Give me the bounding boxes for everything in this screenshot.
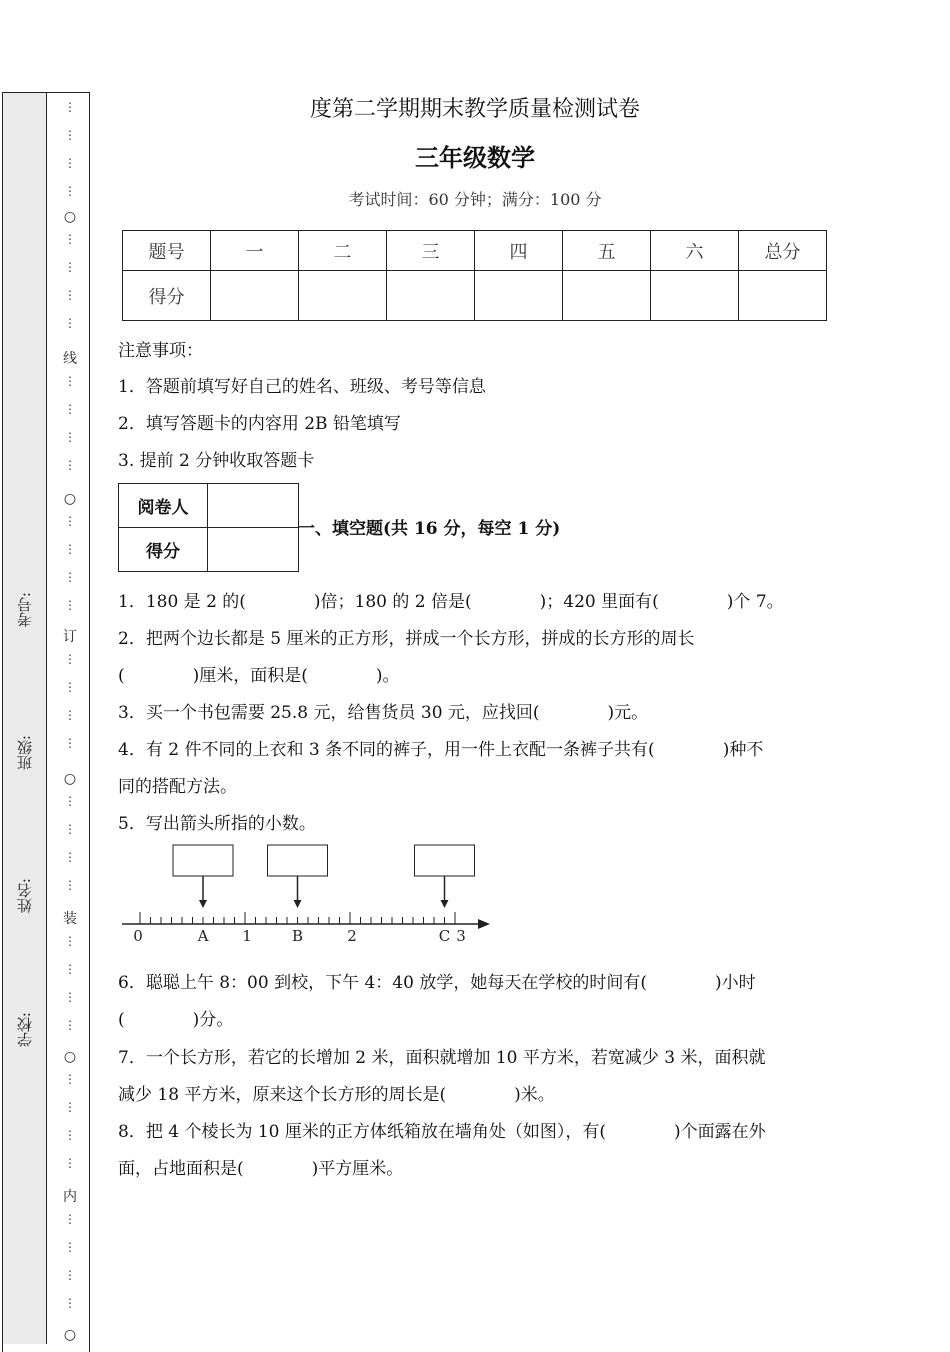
dotted-leader: ⋮ [64, 458, 76, 472]
pointer-arrowhead [441, 900, 449, 908]
score-cell[interactable] [739, 271, 827, 321]
dotted-leader: ⋮ [64, 822, 76, 836]
question-8: 8．把 4 个棱长为 10 厘米的正方体纸箱放在墙角处（如图），有( )个面露在外 [118, 1122, 766, 1142]
question-6-cont: ( )分。 [118, 1010, 234, 1030]
exam-number-label: 考号: [16, 592, 34, 628]
score-header-cell: 六 [651, 231, 739, 271]
binding-circle: ○ [63, 209, 77, 225]
dotted-leader: ⋮ [64, 736, 76, 750]
question-1: 1．180 是 2 的( )倍；180 的 2 倍是( )；420 里面有( )个 7。 [118, 592, 784, 612]
dotted-leader: ⋮ [64, 934, 76, 948]
question-2-cont: ( )厘米，面积是( )。 [118, 666, 400, 686]
answer-box [173, 845, 233, 876]
section-title: 一、填空题(共 16 分，每空 1 分) [298, 519, 561, 539]
dotted-leader: ⋮ [64, 542, 76, 556]
dotted-leader: ⋮ [64, 156, 76, 170]
dotted-leader: ⋮ [64, 316, 76, 330]
binding-circle: ○ [63, 1049, 77, 1065]
answer-box [268, 845, 328, 876]
dotted-leader: ⋮ [64, 1156, 76, 1170]
grader-score-label: 得分 [119, 528, 208, 572]
dotted-leader: ⋮ [64, 184, 76, 198]
dotted-leader: ⋮ [64, 1240, 76, 1254]
dotted-leader: ⋮ [64, 570, 76, 584]
reviewer-cell[interactable] [208, 484, 299, 528]
dotted-leader: ⋮ [64, 1212, 76, 1226]
binding-marker: 线 [63, 351, 77, 367]
note-item: 2．填写答题卡的内容用 2B 铅笔填写 [118, 414, 401, 434]
binding-marker: 订 [63, 629, 77, 645]
score-cell[interactable] [211, 271, 299, 321]
dotted-leader: ⋮ [64, 128, 76, 142]
number-line-figure [118, 840, 498, 948]
class-label: 班级: [16, 735, 34, 771]
note-item: 3. 提前 2 分钟收取答题卡 [118, 451, 315, 471]
question-8-cont: 面，占地面积是( )平方厘米。 [118, 1159, 404, 1179]
score-header-cell: 总分 [739, 231, 827, 271]
school-label: 学校: [16, 1012, 34, 1048]
question-3: 3．买一个书包需要 25.8 元，给售货员 30 元，应找回( )元。 [118, 703, 649, 723]
question-7: 7．一个长方形，若它的长增加 2 米，面积就增加 10 平方米，若宽减少 3 米，面积就 [118, 1048, 766, 1068]
notes-heading: 注意事项： [118, 341, 203, 361]
binding-circle: ○ [63, 491, 77, 507]
question-2: 2．把两个边长都是 5 厘米的正方形，拼成一个长方形，拼成的长方形的周长 [118, 629, 695, 649]
dotted-leader: ⋮ [64, 598, 76, 612]
reviewer-label: 阅卷人 [119, 484, 208, 528]
score-cell[interactable] [563, 271, 651, 321]
dotted-leader: ⋮ [64, 374, 76, 388]
subject-title: 三年级数学 [415, 144, 535, 172]
score-header-cell: 五 [563, 231, 651, 271]
dotted-leader: ⋮ [64, 288, 76, 302]
grader-score-cell[interactable] [208, 528, 299, 572]
dotted-leader: ⋮ [64, 402, 76, 416]
dotted-leader: ⋮ [64, 652, 76, 666]
dotted-leader: ⋮ [64, 514, 76, 528]
score-header-cell: 四 [475, 231, 563, 271]
number-line-label: 0 [133, 927, 143, 945]
pointer-arrowhead [199, 900, 207, 908]
dotted-leader: ⋮ [64, 1296, 76, 1310]
dotted-leader: ⋮ [64, 232, 76, 246]
dotted-leader: ⋮ [64, 1128, 76, 1142]
score-header-cell: 一 [211, 231, 299, 271]
answer-box [415, 845, 475, 876]
dotted-leader: ⋮ [64, 708, 76, 722]
dotted-leader: ⋮ [64, 794, 76, 808]
dotted-leader: ⋮ [64, 1072, 76, 1086]
dotted-leader: ⋮ [64, 962, 76, 976]
dotted-leader: ⋮ [64, 878, 76, 892]
score-cell[interactable] [387, 271, 475, 321]
score-header-cell: 二 [299, 231, 387, 271]
dotted-leader: ⋮ [64, 260, 76, 274]
score-cell[interactable] [651, 271, 739, 321]
question-6: 6．聪聪上午 8：00 到校，下午 4：40 放学，她每天在学校的时间有( )小时 [118, 973, 756, 993]
score-header-cell: 题号 [123, 231, 211, 271]
dotted-leader: ⋮ [64, 1268, 76, 1282]
score-table [122, 230, 827, 321]
question-4-cont: 同的搭配方法。 [118, 777, 237, 797]
question-5: 5．写出箭头所指的小数。 [118, 814, 316, 834]
dotted-leader: ⋮ [64, 990, 76, 1004]
dotted-leader: ⋮ [64, 1100, 76, 1114]
question-7-cont: 减少 18 平方米，原来这个长方形的周长是( )米。 [118, 1085, 555, 1105]
binding-marker: 内 [63, 1189, 77, 1205]
dotted-leader: ⋮ [64, 1018, 76, 1032]
pointer-arrowhead [294, 900, 302, 908]
number-line-label: 1 [242, 927, 252, 945]
score-cell[interactable] [475, 271, 563, 321]
number-line-label: 3 [456, 927, 466, 945]
dotted-leader: ⋮ [64, 100, 76, 114]
dotted-leader: ⋮ [64, 430, 76, 444]
binding-marker: 装 [63, 911, 77, 927]
note-item: 1．答题前填写好自己的姓名、班级、考号等信息 [118, 377, 486, 397]
question-4: 4．有 2 件不同的上衣和 3 条不同的裤子，用一件上衣配一条裤子共有( )种不 [118, 740, 764, 760]
number-line-label: 2 [347, 927, 357, 945]
dotted-leader: ⋮ [64, 680, 76, 694]
page-title: 度第二学期期末教学质量检测试卷 [309, 97, 640, 122]
number-line-label: C [438, 927, 451, 945]
score-header-cell: 三 [387, 231, 475, 271]
number-line-label: B [291, 927, 304, 945]
score-row-label: 得分 [123, 271, 211, 321]
binding-circle: ○ [63, 771, 77, 787]
binding-circle: ○ [63, 1327, 77, 1343]
student-info-strip [3, 93, 47, 1344]
number-line-label: A [197, 927, 209, 945]
dotted-leader: ⋮ [64, 850, 76, 864]
name-label: 姓名: [16, 878, 34, 914]
grader-table [118, 483, 299, 572]
exam-info: 考试时间：60 分钟；满分：100 分 [348, 190, 602, 209]
number-line-static [122, 845, 490, 945]
number-line-arrowhead [478, 919, 490, 929]
score-cell[interactable] [299, 271, 387, 321]
